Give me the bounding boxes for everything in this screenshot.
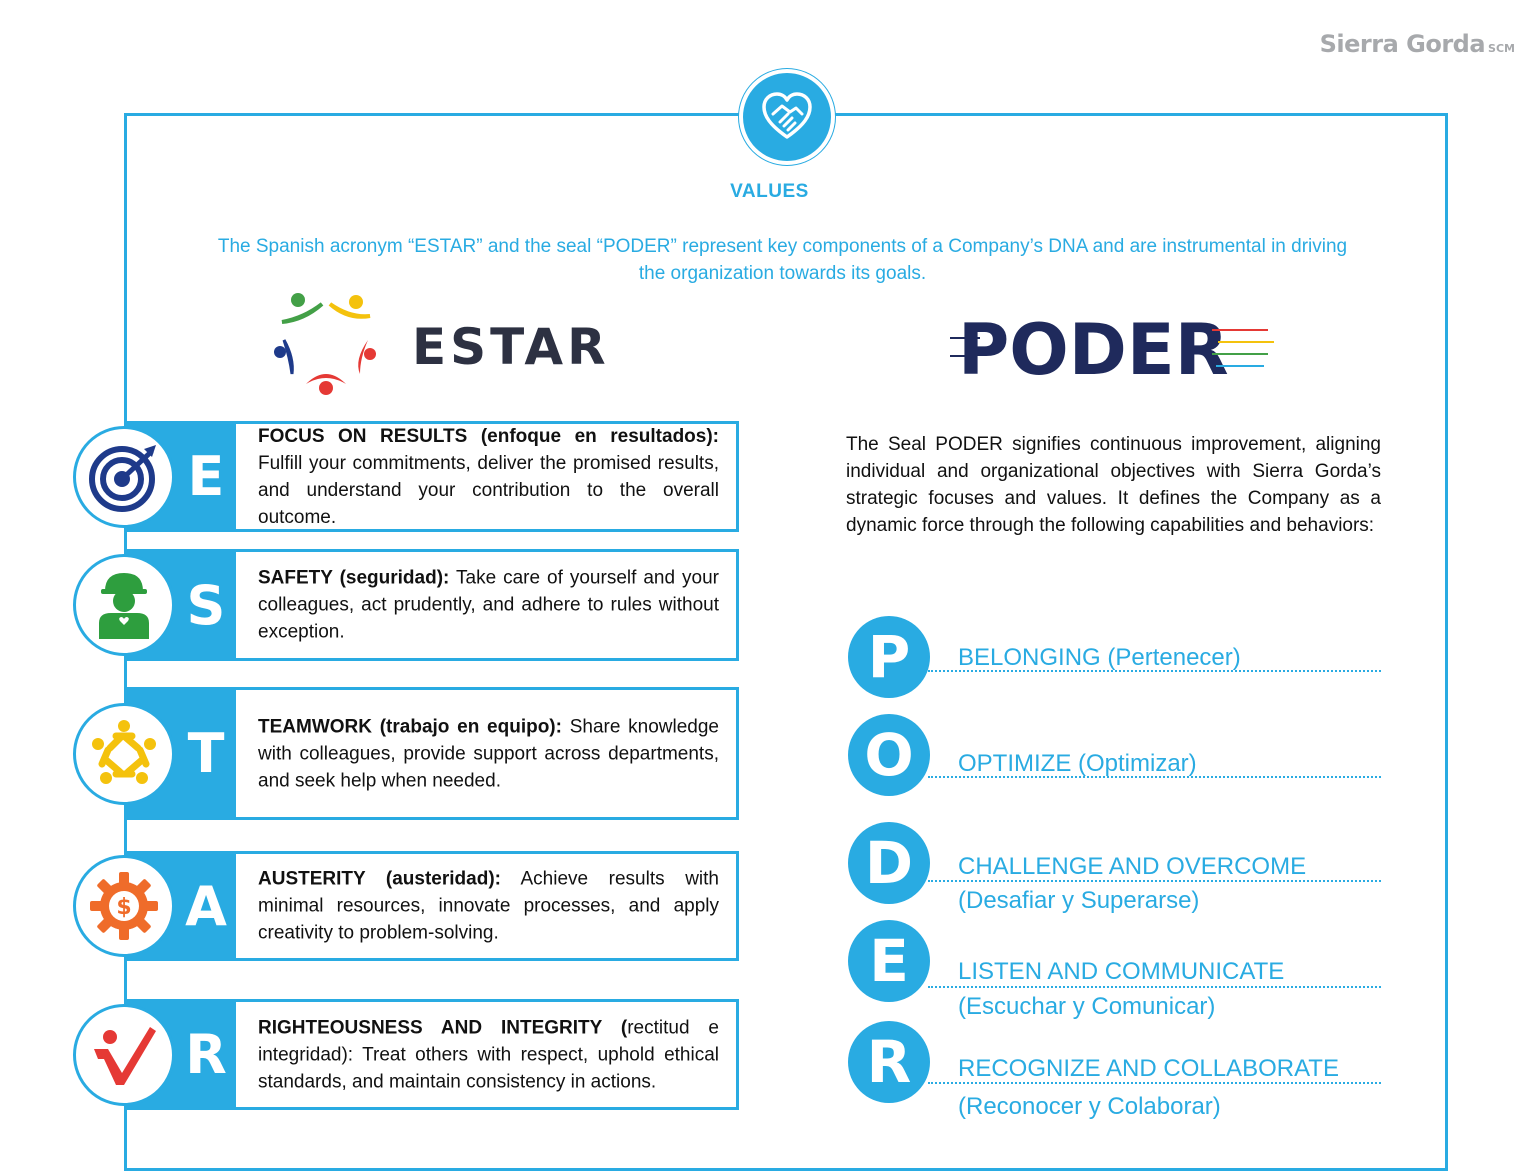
poder-label: CHALLENGE AND OVERCOME <box>958 853 1307 880</box>
brand-suffix: SCM <box>1488 42 1515 55</box>
estar-letter: T <box>187 722 225 785</box>
estar-item-text: Fulfill your commitments, deliver the promised results, and understand your contribution to the overall outcome. <box>258 452 719 528</box>
estar-item-title: SAFETY (seguridad): <box>258 567 450 589</box>
poder-item-p <box>848 616 1383 716</box>
estar-item-text: Achieve results with minimal resources, innovate processes, and apply creativity to problem-solving. <box>258 868 719 944</box>
poder-item-r <box>848 1021 1383 1121</box>
poder-description: The Seal PODER signifies continuous improvement, aligning individual and organizational objectives with Sierra Gorda’s strategic focuses and values. It defines the Company as a dynamic force through the following capabilities and behaviors: <box>846 434 1381 536</box>
poder-letter-circle: P <box>848 616 930 698</box>
poder-item-e <box>848 920 1383 1020</box>
poder-letter-circle: O <box>848 714 930 796</box>
estar-item-t <box>124 687 739 820</box>
poder-label: RECOGNIZE AND COLLABORATE <box>958 1055 1339 1082</box>
poder-sublabel: (Desafiar y Superarse) <box>958 887 1200 914</box>
estar-text <box>258 866 719 947</box>
handshake-heart-icon <box>739 69 835 165</box>
estar-item-title: TEAMWORK (trabajo en equipo): <box>258 716 562 737</box>
estar-item-a <box>116 851 739 961</box>
estar-item-title: AUSTERITY (austeridad): <box>258 868 501 890</box>
estar-item-text: Share knowledge with colleagues, provide support across departments, and seek help when needed. <box>258 716 719 791</box>
svg-text:$: $ <box>116 895 132 920</box>
poder-letter-circle: E <box>848 920 930 1002</box>
person-checkmark-icon <box>73 1004 175 1106</box>
estar-wordmark: ESTAR <box>412 318 610 376</box>
poder-letter-circle: R <box>848 1021 930 1103</box>
poder-item-d <box>848 822 1383 922</box>
estar-item-r <box>124 999 739 1110</box>
estar-text <box>258 565 719 646</box>
poder-label: BELONGING (Pertenecer) <box>958 644 1241 671</box>
estar-letter: A <box>185 874 227 938</box>
target-icon <box>73 426 175 528</box>
poder-letter-circle: D <box>848 822 930 904</box>
estar-item-text: Take care of yourself and your colleagues, act prudently, and adhere to rules without exception. <box>258 567 719 643</box>
hard-hat-worker-icon <box>73 554 175 656</box>
poder-label: OPTIMIZE (Optimizar) <box>958 750 1197 777</box>
estar-text <box>258 713 719 794</box>
estar-item-e <box>124 421 739 532</box>
intro-text: The Spanish acronym “ESTAR” and the seal “PODER” represent key components of a Company’s DNA and are instrumental in driving the organization towards its goals. <box>217 236 1348 284</box>
poder-logo-word: PODER <box>958 309 1229 388</box>
gear-dollar-icon <box>73 855 175 957</box>
estar-star-logo <box>272 292 380 400</box>
estar-letter: S <box>186 573 226 637</box>
poder-sublabel: (Reconocer y Colaborar) <box>958 1093 1221 1120</box>
estar-item-text: rectitud e integridad): Treat others with respect, uphold ethical standards, and maintain consistency in actions. <box>258 1017 720 1092</box>
poder-label: LISTEN AND COMMUNICATE <box>958 958 1285 985</box>
estar-item-title: FOCUS ON RESULTS (enfoque en resultados): <box>258 425 719 447</box>
team-circle-icon <box>73 703 175 805</box>
poder-item-o <box>848 714 1383 814</box>
poder-seal-logo <box>950 308 1280 388</box>
poder-sublabel: (Escuchar y Comunicar) <box>958 993 1216 1020</box>
estar-item-s <box>124 549 739 661</box>
section-title: VALUES <box>730 181 809 202</box>
brand-name: Sierra Gorda <box>1319 30 1486 58</box>
estar-text <box>258 1014 719 1095</box>
estar-text <box>258 423 719 531</box>
estar-letter: R <box>185 1023 227 1086</box>
estar-item-title: RIGHTEOUSNESS AND INTEGRITY ( <box>258 1017 628 1038</box>
brand-logo <box>1320 30 1515 58</box>
estar-letter: E <box>187 445 225 508</box>
